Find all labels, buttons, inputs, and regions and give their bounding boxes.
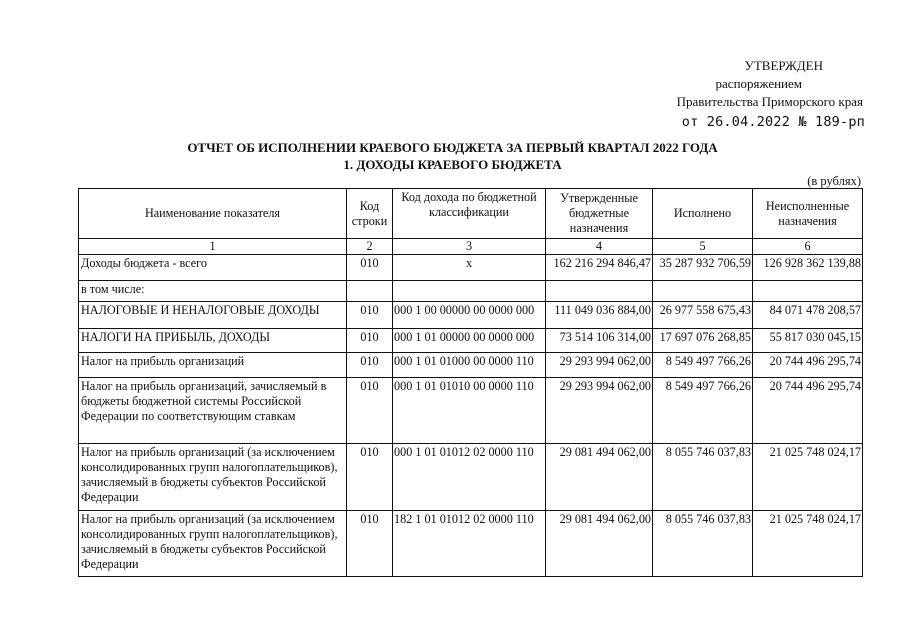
row-line-code: 010 [347, 255, 393, 281]
row-name: Налог на прибыль организаций (за исключением консолидированных групп налогоплательщиков), зачисляемый в бюджеты субъектов Российской Федерации [79, 511, 347, 577]
row-approved: 111 049 036 884,00 [546, 302, 653, 329]
row-unexecuted: 84 071 478 208,57 [753, 302, 863, 329]
row-line-code: 010 [347, 353, 393, 378]
row-line-code: 010 [347, 378, 393, 444]
column-number: 5 [653, 239, 753, 255]
row-executed: 8 055 746 037,83 [653, 511, 753, 577]
header-name: Наименование показателя [79, 189, 347, 239]
row-approved: 29 293 994 062,00 [546, 378, 653, 444]
row-name: Доходы бюджета - всего [79, 255, 347, 281]
row-income-code: x [393, 255, 546, 281]
row-unexecuted: 21 025 748 024,17 [753, 511, 863, 577]
row-line-code: 010 [347, 511, 393, 577]
row-approved [546, 281, 653, 302]
column-number: 3 [393, 239, 546, 255]
unit-note: (в рублях) [807, 174, 861, 188]
row-unexecuted: 20 744 496 295,74 [753, 378, 863, 444]
header-income-code: Код дохода по бюджетной классификации [393, 189, 546, 239]
row-line-code: 010 [347, 329, 393, 353]
row-income-code: 000 1 00 00000 00 0000 000 [393, 302, 546, 329]
table-row [79, 302, 863, 329]
row-approved: 29 081 494 062,00 [546, 444, 653, 511]
table-row [79, 329, 863, 353]
table-row [79, 281, 863, 302]
column-number: 4 [546, 239, 653, 255]
approval-authority: Правительства Приморского края [676, 94, 863, 109]
row-approved: 29 081 494 062,00 [546, 511, 653, 577]
row-name: НАЛОГИ НА ПРИБЫЛЬ, ДОХОДЫ [79, 329, 347, 353]
row-name: Налог на прибыль организаций [79, 353, 347, 378]
table-row [79, 255, 863, 281]
row-income-code: 000 1 01 01010 00 0000 110 [393, 378, 546, 444]
row-executed [653, 281, 753, 302]
row-executed: 8 055 746 037,83 [653, 444, 753, 511]
row-unexecuted [753, 281, 863, 302]
table-row [79, 378, 863, 444]
row-name: НАЛОГОВЫЕ И НЕНАЛОГОВЫЕ ДОХОДЫ [79, 302, 347, 329]
row-income-code [393, 281, 546, 302]
table-row [79, 511, 863, 577]
income-table [78, 188, 863, 577]
row-unexecuted: 20 744 496 295,74 [753, 353, 863, 378]
row-income-code: 182 1 01 01012 02 0000 110 [393, 511, 546, 577]
report-title: ОТЧЕТ ОБ ИСПОЛНЕНИИ КРАЕВОГО БЮДЖЕТА ЗА ПЕРВЫЙ КВАРТАЛ 2022 ГОДА [187, 140, 718, 155]
report-subtitle: 1. ДОХОДЫ КРАЕВОГО БЮДЖЕТА [343, 157, 562, 172]
approval-block [603, 57, 863, 111]
row-approved: 73 514 106 314,00 [546, 329, 653, 353]
row-income-code: 000 1 01 01000 00 0000 110 [393, 353, 546, 378]
table-row [79, 444, 863, 511]
column-number-row [79, 239, 863, 255]
row-income-code: 000 1 01 00000 00 0000 000 [393, 329, 546, 353]
table-header-row [79, 189, 863, 239]
header-unexecuted: Неисполненные назначения [753, 189, 863, 239]
row-line-code: 010 [347, 302, 393, 329]
row-line-code: 010 [347, 444, 393, 511]
row-unexecuted: 126 928 362 139,88 [753, 255, 863, 281]
header-line-code: Код строки [347, 189, 393, 239]
row-line-code [347, 281, 393, 302]
row-executed: 8 549 497 766,26 [653, 378, 753, 444]
row-executed: 35 287 932 706,59 [653, 255, 753, 281]
header-approved: Утвержденные бюджетные назначения [546, 189, 653, 239]
row-approved: 162 216 294 846,47 [546, 255, 653, 281]
row-unexecuted: 55 817 030 045,15 [753, 329, 863, 353]
approval-order-label: распоряжением [715, 76, 802, 91]
row-executed: 8 549 497 766,26 [653, 353, 753, 378]
row-income-code: 000 1 01 01012 02 0000 110 [393, 444, 546, 511]
column-number: 6 [753, 239, 863, 255]
approval-title: УТВЕРЖДЕН [744, 58, 823, 73]
row-name: Налог на прибыль организаций, зачисляемый в бюджеты бюджетной системы Российской Федерации по соответствующим ставкам [79, 378, 347, 444]
column-number: 2 [347, 239, 393, 255]
approval-date-stamp: от 26.04.2022 № 189-рп [681, 114, 865, 130]
column-number: 1 [79, 239, 347, 255]
row-name: в том числе: [79, 281, 347, 302]
row-executed: 26 977 558 675,43 [653, 302, 753, 329]
header-executed: Исполнено [653, 189, 753, 239]
row-name: Налог на прибыль организаций (за исключением консолидированных групп налогоплательщиков), зачисляемый в бюджеты субъектов Российской Федерации [79, 444, 347, 511]
table-row [79, 353, 863, 378]
row-approved: 29 293 994 062,00 [546, 353, 653, 378]
row-unexecuted: 21 025 748 024,17 [753, 444, 863, 511]
row-executed: 17 697 076 268,85 [653, 329, 753, 353]
